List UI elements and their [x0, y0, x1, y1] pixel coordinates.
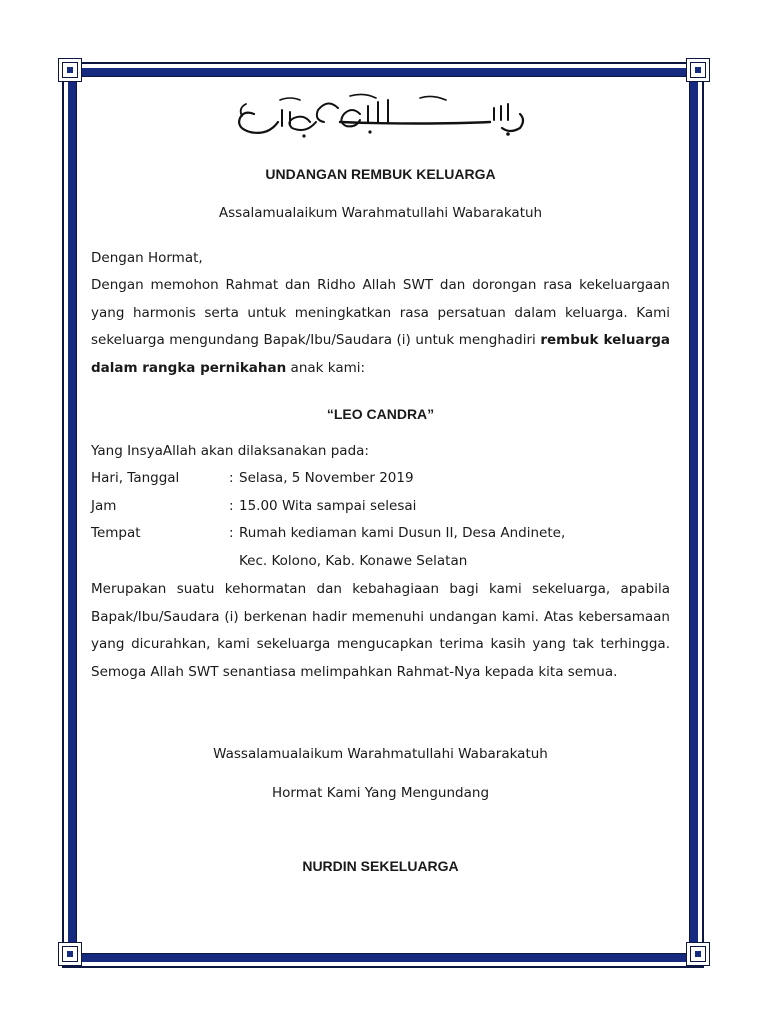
event-details [91, 465, 670, 575]
detail-row-date [91, 465, 670, 493]
detail-row-place [91, 520, 670, 548]
detail-value: Rumah kediaman kami Dusun II, Desa Andinete, [239, 525, 566, 541]
detail-separator: : [229, 497, 234, 514]
corner-ornament-bottom-left [58, 942, 82, 966]
detail-separator: : [229, 470, 234, 486]
intro-text-start: Dengan memohon Rahmat dan Ridho Allah SWT dan dorongan rasa kekeluargaan yang harmonis serta untuk meningkatkan rasa persatuan dalam keluarga. Kami sekeluarga mengundang Bapak/Ibu/Saudara (i) untuk menghadiri [91, 277, 670, 348]
place-line-2: Kec. Kolono, Kab. Konawe Selatan [239, 552, 468, 569]
regards-line: Hormat Kami Yang Mengundang [271, 785, 490, 801]
corner-ornament-top-left [58, 58, 82, 82]
detail-row-time [91, 493, 670, 521]
detail-label: Tempat [91, 525, 141, 541]
opening-greeting: Assalamualaikum Warahmatullahi Wabarakatuh [218, 205, 543, 221]
groom-name: “LEO CANDRA” [326, 406, 435, 422]
intro-text-end: anak kami: [286, 359, 366, 376]
invitation-title: UNDANGAN REMBUK KELUARGA [265, 166, 496, 182]
bismillah-calligraphy [220, 92, 540, 148]
detail-separator: : [229, 525, 234, 541]
detail-label: Jam [91, 497, 117, 514]
corner-ornament-bottom-right [686, 942, 710, 966]
signature-name: NURDIN SEKELUARGA [302, 858, 459, 874]
detail-value: 15.00 Wita sampai selesai [239, 497, 417, 514]
intro-text-bold: rembuk keluarga dalam rangka pernikahan [91, 332, 671, 376]
corner-ornament-top-right [686, 58, 710, 82]
detail-label: Hari, Tanggal [91, 470, 180, 486]
detail-value: Selasa, 5 November 2019 [239, 470, 414, 486]
intro-paragraph [91, 272, 670, 382]
closing-greeting: Wassalamualaikum Warahmatullahi Wabarakatuh [213, 746, 548, 762]
closing-paragraph: Merupakan suatu kehormatan dan kebahagiaan bagi kami sekeluarga, apabila Bapak/Ibu/Saudara (i) berkenan hadir memenuhi undangan kami. Atas kebersamaan yang dicurahkan, kami sekeluarga mengucapkan terima kasih yang tak terhingga. Semoga Allah SWT senantiasa melimpahkan Rahmat-Nya kepada kita semua. [91, 581, 670, 680]
schedule-intro: Yang InsyaAllah akan dilaksanakan pada: [91, 443, 369, 459]
salutation: Dengan Hormat, [91, 250, 203, 266]
